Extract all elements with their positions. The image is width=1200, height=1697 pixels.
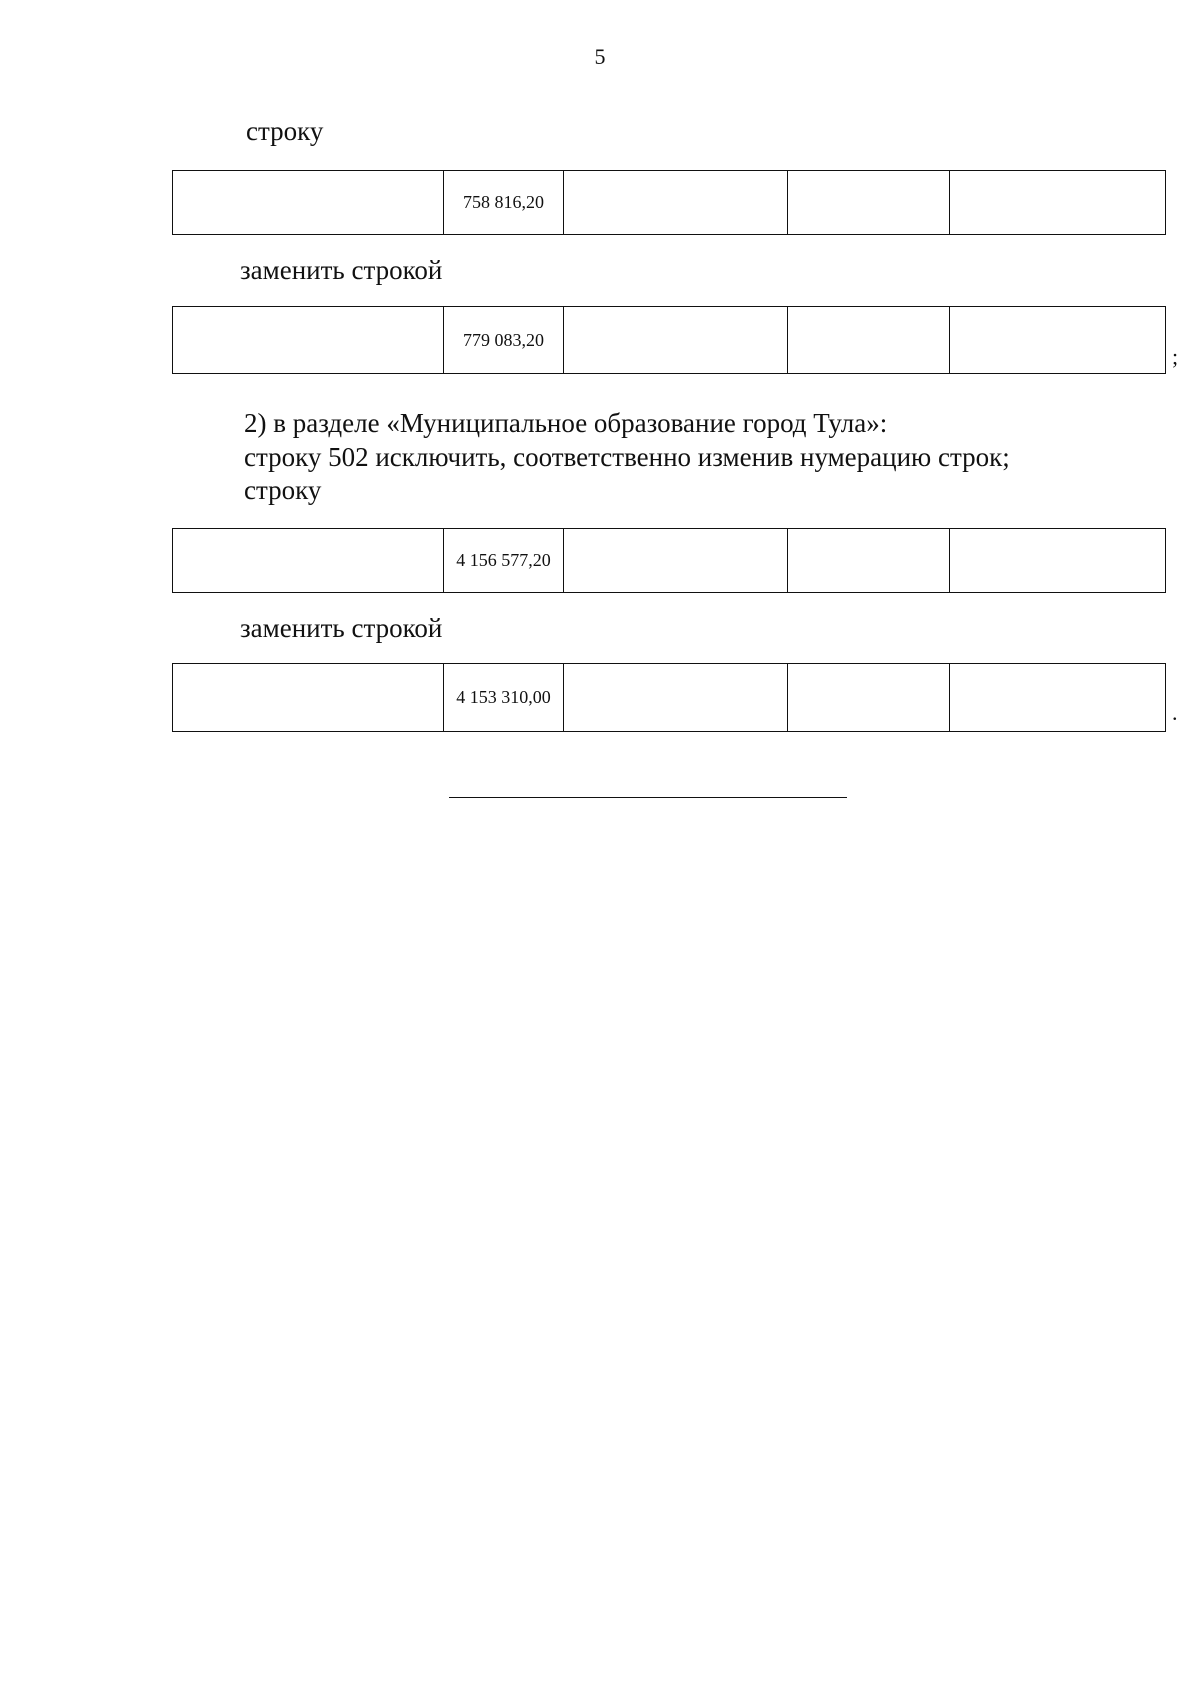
trailing-punctuation: . <box>1172 700 1178 725</box>
table-cell-amount: 4 153 310,00 <box>444 664 564 732</box>
table-cell-empty <box>564 664 788 732</box>
table-cell-amount: 758 816,20 <box>444 171 564 235</box>
intro-text-replace: строку <box>244 475 322 505</box>
table-cell-empty <box>564 529 788 593</box>
intro-text-with: заменить строкой <box>240 613 443 643</box>
table-cell-empty <box>788 171 950 235</box>
section-instruction: строку 502 исключить, соответственно изменив нумерацию строк; <box>244 442 1010 472</box>
table-cell-amount: 4 156 577,20 <box>444 529 564 593</box>
table-cell-empty <box>564 307 788 374</box>
table-cell-empty <box>173 529 444 593</box>
table-cell-empty <box>950 664 1166 732</box>
intro-text-with: заменить строкой <box>240 255 443 285</box>
table-cell-empty <box>173 664 444 732</box>
table-row-replacement <box>172 306 1166 374</box>
table-cell-empty <box>788 664 950 732</box>
table-cell-empty <box>950 529 1166 593</box>
section-heading: 2) в разделе «Муниципальное образование город Тула»: <box>244 408 888 438</box>
table-cell-empty <box>173 171 444 235</box>
trailing-punctuation: ; <box>1172 344 1179 369</box>
table-cell-empty <box>950 307 1166 374</box>
table-row-original <box>172 528 1166 593</box>
end-of-document-rule <box>449 797 847 798</box>
intro-text-replace: строку <box>246 116 324 146</box>
table-row-replacement <box>172 663 1166 732</box>
table-cell-empty <box>788 307 950 374</box>
table-cell-empty <box>788 529 950 593</box>
table-cell-empty <box>950 171 1166 235</box>
page-number: 5 <box>594 44 606 69</box>
table-row-original <box>172 170 1166 235</box>
table-cell-empty <box>564 171 788 235</box>
table-cell-amount: 779 083,20 <box>444 307 564 374</box>
table-cell-empty <box>173 307 444 374</box>
